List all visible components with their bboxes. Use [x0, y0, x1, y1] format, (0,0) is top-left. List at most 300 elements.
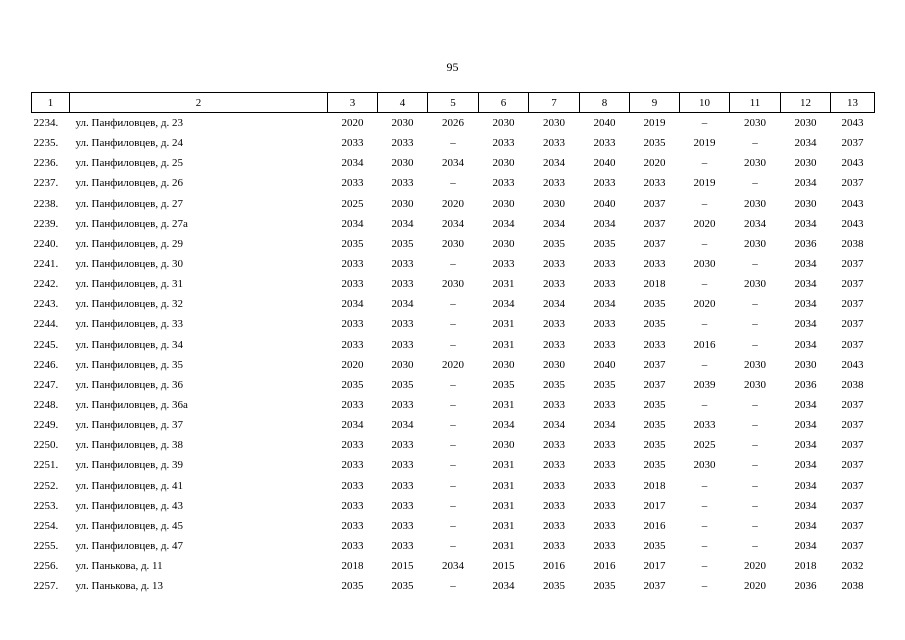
row-number: 2249.	[33, 419, 59, 432]
year-cell: 2030	[744, 278, 766, 291]
year-cell: 2016	[543, 560, 565, 573]
column-header: 13	[831, 93, 875, 113]
year-cell: –	[752, 540, 758, 553]
year-cell: 2031	[492, 540, 515, 553]
year-cell: 2033	[341, 318, 364, 331]
year-cell: –	[752, 258, 758, 271]
year-cell: 2033	[593, 318, 616, 331]
year-cell: 2019	[643, 117, 666, 130]
table-row	[32, 254, 875, 274]
year-cell: –	[752, 439, 758, 452]
year-cell: 2017	[643, 560, 666, 573]
year-cell: 2034	[543, 298, 565, 311]
year-cell: 2030	[744, 358, 766, 371]
year-cell: 2018	[794, 560, 817, 573]
row-number: 2237.	[33, 177, 59, 190]
year-cell: 2035	[341, 378, 364, 391]
year-cell: 2033	[643, 177, 666, 190]
table-row	[32, 375, 875, 395]
year-cell: 2040	[593, 197, 616, 210]
row-number: 2236.	[33, 157, 59, 170]
year-cell: –	[450, 338, 456, 351]
year-cell: 2033	[391, 399, 414, 412]
year-cell: 2037	[841, 519, 864, 532]
table-row	[32, 173, 875, 193]
year-cell: 2030	[543, 117, 565, 130]
year-cell: 2016	[693, 338, 716, 351]
year-cell: –	[752, 479, 758, 492]
year-cell: 2034	[794, 217, 817, 230]
year-cell: 2043	[841, 217, 864, 230]
year-cell: 2035	[593, 237, 616, 250]
year-cell: 2035	[643, 540, 666, 553]
address-cell: ул. Панфиловцев, д. 27	[75, 197, 183, 210]
address-cell: ул. Панфиловцев, д. 43	[75, 499, 183, 512]
year-cell: 2037	[643, 217, 666, 230]
year-cell: 2033	[492, 177, 515, 190]
table-row	[32, 556, 875, 576]
year-cell: 2034	[543, 419, 565, 432]
year-cell: 2031	[492, 338, 515, 351]
year-cell: 2033	[543, 519, 565, 532]
year-cell: 2034	[794, 399, 817, 412]
year-cell: –	[450, 479, 456, 492]
row-number: 2245.	[33, 338, 59, 351]
year-cell: 2033	[543, 318, 565, 331]
year-cell: 2037	[841, 419, 864, 432]
year-cell: 2026	[442, 117, 464, 130]
address-cell: ул. Панфиловцев, д. 29	[75, 237, 183, 250]
year-cell: 2037	[841, 459, 864, 472]
year-cell: 2037	[841, 137, 864, 150]
year-cell: 2033	[391, 258, 414, 271]
table-row	[32, 355, 875, 375]
year-cell: 2035	[643, 318, 666, 331]
year-cell: 2033	[543, 499, 565, 512]
year-cell: 2015	[492, 560, 515, 573]
year-cell: 2020	[341, 117, 364, 130]
year-cell: 2033	[593, 258, 616, 271]
year-cell: 2034	[794, 338, 817, 351]
address-cell: ул. Панфиловцев, д. 27а	[75, 217, 188, 230]
year-cell: 2033	[543, 479, 565, 492]
table-row	[32, 113, 875, 134]
column-header: 1	[32, 93, 70, 113]
year-cell: 2035	[391, 378, 414, 391]
year-cell: 2033	[391, 278, 414, 291]
address-cell: ул. Панфиловцев, д. 47	[75, 540, 183, 553]
year-cell: –	[701, 278, 708, 291]
year-cell: 2035	[643, 439, 666, 452]
year-cell: 2030	[492, 157, 515, 170]
year-cell: 2030	[693, 459, 716, 472]
year-cell: 2030	[744, 197, 766, 210]
row-number: 2252.	[33, 479, 59, 492]
address-cell: ул. Панфиловцев, д. 24	[75, 137, 183, 150]
year-cell: 2035	[341, 580, 364, 593]
year-cell: 2033	[391, 519, 414, 532]
year-cell: –	[450, 177, 456, 190]
year-cell: 2032	[841, 560, 864, 573]
column-header: 9	[630, 93, 680, 113]
year-cell: 2034	[794, 419, 817, 432]
year-cell: 2033	[391, 338, 414, 351]
year-cell: 2018	[341, 560, 364, 573]
address-cell: ул. Панфиловцев, д. 41	[75, 479, 183, 492]
year-cell: 2034	[794, 177, 817, 190]
year-cell: 2037	[841, 338, 864, 351]
year-cell: 2033	[391, 499, 414, 512]
address-cell: ул. Панфиловцев, д. 30	[75, 258, 183, 271]
year-cell: 2035	[643, 419, 666, 432]
year-cell: –	[450, 519, 456, 532]
table-row	[32, 576, 875, 596]
table-row	[32, 476, 875, 496]
table-row	[32, 133, 875, 153]
year-cell: 2034	[593, 217, 616, 230]
year-cell: –	[450, 318, 456, 331]
year-cell: 2035	[643, 137, 666, 150]
year-cell: 2033	[391, 459, 414, 472]
year-cell: 2034	[391, 217, 414, 230]
year-cell: 2038	[841, 237, 864, 250]
year-cell: 2033	[643, 258, 666, 271]
column-header: 8	[580, 93, 630, 113]
year-cell: 2034	[492, 419, 515, 432]
year-cell: 2030	[391, 197, 414, 210]
year-cell: 2037	[643, 358, 666, 371]
year-cell: 2036	[794, 237, 817, 250]
table-row	[32, 496, 875, 516]
year-cell: –	[701, 358, 708, 371]
row-number: 2244.	[33, 318, 59, 331]
year-cell: 2034	[593, 298, 616, 311]
year-cell: 2034	[593, 419, 616, 432]
column-header: 6	[479, 93, 529, 113]
year-cell: 2031	[492, 278, 515, 291]
address-cell: ул. Панфиловцев, д. 45	[75, 519, 183, 532]
year-cell: 2030	[744, 378, 766, 391]
column-header: 7	[529, 93, 580, 113]
row-number: 2235.	[33, 137, 59, 150]
year-cell: 2034	[492, 298, 515, 311]
year-cell: 2033	[543, 540, 565, 553]
year-cell: 2034	[794, 499, 817, 512]
year-cell: 2018	[643, 479, 666, 492]
year-cell: 2033	[593, 439, 616, 452]
address-cell: ул. Панфиловцев, д. 25	[75, 157, 183, 170]
year-cell: 2033	[341, 278, 364, 291]
year-cell: 2030	[492, 358, 515, 371]
year-cell: –	[450, 137, 456, 150]
year-cell: 2019	[693, 177, 716, 190]
column-header: 4	[378, 93, 428, 113]
year-cell: 2031	[492, 479, 515, 492]
year-cell: 2016	[593, 560, 616, 573]
year-cell: 2035	[543, 378, 565, 391]
year-cell: 2030	[442, 278, 464, 291]
year-cell: 2037	[841, 479, 864, 492]
column-header: 10	[680, 93, 730, 113]
year-cell: 2031	[492, 519, 515, 532]
year-cell: 2033	[341, 177, 364, 190]
year-cell: 2034	[442, 217, 464, 230]
year-cell: 2036	[794, 580, 817, 593]
year-cell: 2033	[391, 479, 414, 492]
year-cell: 2020	[643, 157, 666, 170]
year-cell: 2020	[442, 358, 464, 371]
year-cell: 2033	[593, 399, 616, 412]
row-number: 2254.	[33, 519, 59, 532]
year-cell: 2033	[543, 338, 565, 351]
row-number: 2255.	[33, 540, 59, 553]
table-row	[32, 335, 875, 355]
year-cell: 2033	[391, 540, 414, 553]
row-number: 2251.	[33, 459, 59, 472]
year-cell: 2033	[593, 177, 616, 190]
year-cell: 2037	[841, 298, 864, 311]
year-cell: 2031	[492, 399, 515, 412]
year-cell: 2037	[841, 278, 864, 291]
year-cell: –	[450, 580, 456, 593]
year-cell: 2033	[341, 499, 364, 512]
year-cell: 2037	[841, 499, 864, 512]
year-cell: 2034	[794, 318, 817, 331]
year-cell: –	[701, 540, 708, 553]
address-cell: ул. Панфиловцев, д. 23	[75, 117, 183, 130]
year-cell: 2034	[794, 298, 817, 311]
year-cell: 2031	[492, 318, 515, 331]
year-cell: 2033	[593, 519, 616, 532]
year-cell: 2037	[841, 439, 864, 452]
year-cell: 2035	[543, 237, 565, 250]
year-cell: 2020	[744, 560, 766, 573]
table-row	[32, 455, 875, 475]
row-number: 2243.	[33, 298, 59, 311]
year-cell: 2035	[391, 580, 414, 593]
year-cell: 2033	[593, 479, 616, 492]
year-cell: 2030	[794, 117, 817, 130]
year-cell: 2020	[341, 358, 364, 371]
row-number: 2246.	[33, 358, 59, 371]
year-cell: –	[450, 378, 456, 391]
year-cell: 2034	[794, 459, 817, 472]
row-number: 2247.	[33, 378, 59, 391]
table-row	[32, 435, 875, 455]
year-cell: 2043	[841, 117, 864, 130]
page-number: 95	[446, 60, 459, 74]
year-cell: 2035	[643, 399, 666, 412]
year-cell: 2033	[341, 439, 364, 452]
row-number: 2253.	[33, 499, 59, 512]
row-number: 2240.	[33, 237, 59, 250]
year-cell: 2033	[341, 399, 364, 412]
year-cell: –	[701, 519, 708, 532]
year-cell: 2033	[543, 439, 565, 452]
address-cell: ул. Панькова, д. 11	[75, 560, 163, 573]
year-cell: –	[701, 580, 708, 593]
year-cell: 2037	[643, 237, 666, 250]
year-cell: 2037	[841, 177, 864, 190]
address-cell: ул. Панфиловцев, д. 38	[75, 439, 183, 452]
year-cell: –	[450, 258, 456, 271]
year-cell: 2035	[492, 378, 515, 391]
year-cell: 2030	[442, 237, 464, 250]
table-row	[32, 516, 875, 536]
address-cell: ул. Панфиловцев, д. 26	[75, 177, 183, 190]
year-cell: 2034	[543, 217, 565, 230]
year-cell: 2033	[593, 459, 616, 472]
table-row	[32, 214, 875, 234]
address-cell: ул. Панфиловцев, д. 39	[75, 459, 183, 472]
year-cell: –	[450, 459, 456, 472]
year-cell: 2030	[543, 358, 565, 371]
year-cell: 2034	[794, 540, 817, 553]
year-cell: –	[701, 479, 708, 492]
year-cell: 2033	[391, 439, 414, 452]
year-cell: 2037	[643, 580, 666, 593]
row-number: 2257.	[33, 580, 59, 593]
table-row	[32, 536, 875, 556]
year-cell: 2034	[341, 419, 364, 432]
year-cell: 2033	[391, 177, 414, 190]
year-cell: 2033	[693, 419, 716, 432]
year-cell: –	[752, 177, 758, 190]
table-row	[32, 274, 875, 294]
year-cell: 2034	[794, 479, 817, 492]
column-header: 5	[428, 93, 479, 113]
column-header: 2	[70, 93, 328, 113]
year-cell: 2040	[593, 157, 616, 170]
year-cell: –	[752, 419, 758, 432]
year-cell: –	[752, 459, 758, 472]
year-cell: 2033	[643, 338, 666, 351]
year-cell: 2036	[794, 378, 817, 391]
year-cell: 2035	[593, 378, 616, 391]
year-cell: 2033	[341, 258, 364, 271]
year-cell: –	[701, 157, 708, 170]
year-cell: –	[450, 439, 456, 452]
data-table	[31, 92, 875, 596]
year-cell: 2020	[693, 298, 716, 311]
year-cell: 2030	[794, 358, 817, 371]
year-cell: 2030	[391, 117, 414, 130]
address-cell: ул. Панфиловцев, д. 32	[75, 298, 183, 311]
year-cell: 2043	[841, 197, 864, 210]
year-cell: –	[450, 419, 456, 432]
year-cell: 2034	[543, 157, 565, 170]
year-cell: –	[752, 499, 758, 512]
year-cell: 2033	[543, 278, 565, 291]
year-cell: 2025	[341, 197, 364, 210]
year-cell: 2031	[492, 459, 515, 472]
year-cell: 2043	[841, 157, 864, 170]
year-cell: 2025	[693, 439, 716, 452]
year-cell: 2030	[744, 117, 766, 130]
year-cell: –	[752, 318, 758, 331]
year-cell: 2034	[391, 419, 414, 432]
year-cell: 2037	[841, 399, 864, 412]
year-cell: 2020	[744, 580, 766, 593]
year-cell: 2030	[693, 258, 716, 271]
year-cell: 2033	[341, 137, 364, 150]
year-cell: 2038	[841, 378, 864, 391]
year-cell: 2034	[442, 157, 464, 170]
year-cell: 2033	[593, 278, 616, 291]
year-cell: 2035	[391, 237, 414, 250]
year-cell: 2035	[643, 298, 666, 311]
year-cell: –	[450, 499, 456, 512]
year-cell: 2033	[341, 540, 364, 553]
year-cell: 2033	[543, 459, 565, 472]
year-cell: –	[752, 399, 758, 412]
column-header: 12	[781, 93, 831, 113]
year-cell: 2034	[794, 278, 817, 291]
address-cell: ул. Панфиловцев, д. 37	[75, 419, 183, 432]
year-cell: 2030	[543, 197, 565, 210]
year-cell: 2019	[693, 137, 716, 150]
year-cell: 2033	[593, 540, 616, 553]
year-cell: 2037	[841, 540, 864, 553]
year-cell: 2033	[492, 137, 515, 150]
year-cell: 2035	[341, 237, 364, 250]
address-cell: ул. Панфиловцев, д. 36а	[75, 399, 188, 412]
year-cell: 2040	[593, 117, 616, 130]
table-row	[32, 314, 875, 334]
year-cell: 2016	[643, 519, 666, 532]
year-cell: 2034	[492, 580, 515, 593]
year-cell: 2037	[643, 197, 666, 210]
year-cell: –	[752, 519, 758, 532]
year-cell: 2033	[341, 479, 364, 492]
year-cell: 2034	[794, 439, 817, 452]
year-cell: 2037	[643, 378, 666, 391]
year-cell: –	[752, 298, 758, 311]
address-cell: ул. Панфиловцев, д. 33	[75, 318, 183, 331]
table-row	[32, 234, 875, 254]
year-cell: 2033	[391, 318, 414, 331]
year-cell: 2035	[543, 580, 565, 593]
year-cell: 2034	[794, 519, 817, 532]
year-cell: 2033	[593, 137, 616, 150]
year-cell: –	[752, 338, 758, 351]
row-number: 2239.	[33, 217, 59, 230]
year-cell: 2037	[841, 318, 864, 331]
row-number: 2250.	[33, 439, 59, 452]
column-header: 11	[730, 93, 781, 113]
year-cell: 2030	[794, 197, 817, 210]
table-row	[32, 294, 875, 314]
address-cell: ул. Панькова, д. 13	[75, 580, 164, 593]
address-cell: ул. Панфиловцев, д. 31	[75, 278, 183, 291]
year-cell: –	[450, 540, 456, 553]
year-cell: 2015	[391, 560, 414, 573]
column-header: 3	[328, 93, 378, 113]
year-cell: 2030	[391, 358, 414, 371]
year-cell: 2033	[593, 338, 616, 351]
year-cell: –	[450, 399, 456, 412]
year-cell: 2040	[593, 358, 616, 371]
year-cell: –	[701, 117, 708, 130]
year-cell: –	[701, 499, 708, 512]
year-cell: –	[701, 399, 708, 412]
year-cell: 2033	[543, 258, 565, 271]
row-number: 2241.	[33, 258, 59, 271]
year-cell: 2035	[593, 580, 616, 593]
year-cell: 2033	[391, 137, 414, 150]
table-row	[32, 415, 875, 435]
year-cell: –	[701, 560, 708, 573]
